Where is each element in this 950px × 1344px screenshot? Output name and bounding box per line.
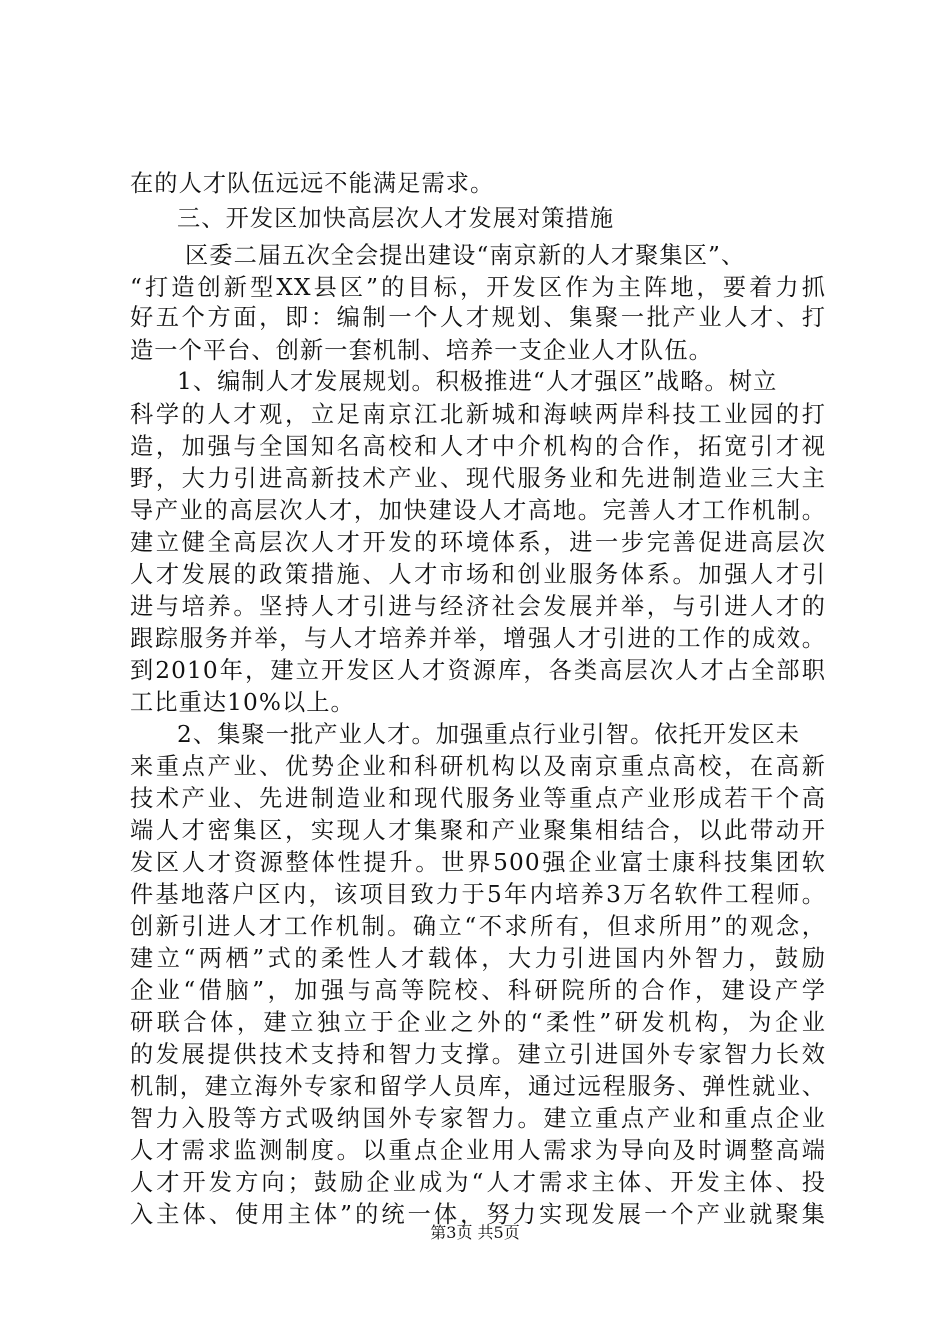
text-line: 企业“借脑”，加强与高等院校、科研院所的合作，建设产学	[130, 977, 826, 1004]
text-line: 创新引进人才工作机制。确立“不求所有，但求所用”的观念，	[130, 913, 826, 940]
text-line: 导产业的高层次人才，加快建设人才高地。完善人才工作机制。	[130, 497, 826, 524]
text-line: 来重点产业、优势企业和科研机构以及南京重点高校，在高新	[130, 753, 826, 780]
text-line: 跟踪服务并举，与人才培养并举，增强人才引进的工作的成效。	[130, 625, 826, 652]
text-line: 工比重达10%以上。	[130, 689, 355, 716]
text-line: “打造创新型XX县区”的目标，开发区作为主阵地，要着力抓	[130, 274, 826, 301]
text-line: 到2010年，建立开发区人才资源库，各类高层次人才占全部职	[130, 657, 826, 684]
text-line: 发区人才资源整体性提升。世界500强企业富士康科技集团软	[130, 849, 826, 876]
page-number-footer: 第3页 共5页	[430, 1223, 520, 1242]
text-line: 人才开发方向；鼓励企业成为“人才需求主体、开发主体、投	[130, 1169, 826, 1196]
text-line: 研联合体，建立独立于企业之外的“柔性”研发机构，为企业	[130, 1009, 826, 1036]
text-line: 技术产业、先进制造业和现代服务业等重点产业形成若干个高	[130, 785, 826, 812]
text-line: 人才需求监测制度。以重点企业用人需求为导向及时调整高端	[130, 1137, 826, 1164]
text-line: 野，大力引进高新技术产业、现代服务业和先进制造业三大主	[130, 465, 826, 492]
text-line: 人才发展的政策措施、人才市场和创业服务体系。加强人才引	[130, 561, 826, 588]
paragraph-start: 1、编制人才发展规划。积极推进“人才强区”战略。树立	[177, 368, 778, 395]
text-line: 好五个方面，即：编制一个人才规划、集聚一批产业人才、打	[130, 304, 826, 331]
text-line: 进与培养。坚持人才引进与经济社会发展并举，与引进人才的	[130, 593, 826, 620]
text-line: 造一个平台、创新一套机制、培养一支企业人才队伍。	[130, 337, 713, 364]
text-line: 建立“两栖”式的柔性人才载体，大力引进国内外智力，鼓励	[130, 945, 826, 972]
text-line: 机制，建立海外专家和留学人员库，通过远程服务、弹性就业、	[130, 1073, 826, 1100]
text-line: 端人才密集区，实现人才集聚和产业聚集相结合，以此带动开	[130, 817, 826, 844]
section-heading: 三、开发区加快高层次人才发展对策措施	[177, 205, 615, 232]
text-line: 科学的人才观，立足南京江北新城和海峡两岸科技工业园的打	[130, 401, 826, 428]
text-line: 的发展提供技术支持和智力支撑。建立引进国外专家智力长效	[130, 1041, 826, 1068]
paragraph-start: 2、集聚一批产业人才。加强重点行业引智。依托开发区未	[177, 721, 801, 748]
text-line: 建立健全高层次人才开发的环境体系，进一步完善促进高层次	[130, 529, 826, 556]
text-line: 造，加强与全国知名高校和人才中介机构的合作，拓宽引才视	[130, 433, 826, 460]
text-line: 在的人才队伍远远不能满足需求。	[130, 170, 495, 197]
text-line: 智力入股等方式吸纳国外专家智力。建立重点产业和重点企业	[130, 1105, 826, 1132]
text-line: 入主体、使用主体”的统一体，努力实现发展一个产业就聚集	[130, 1201, 826, 1228]
text-line: 件基地落户区内，该项目致力于5年内培养3万名软件工程师。	[130, 881, 826, 908]
text-line: 区委二届五次全会提出建设“南京新的人才聚集区”、	[185, 242, 746, 269]
